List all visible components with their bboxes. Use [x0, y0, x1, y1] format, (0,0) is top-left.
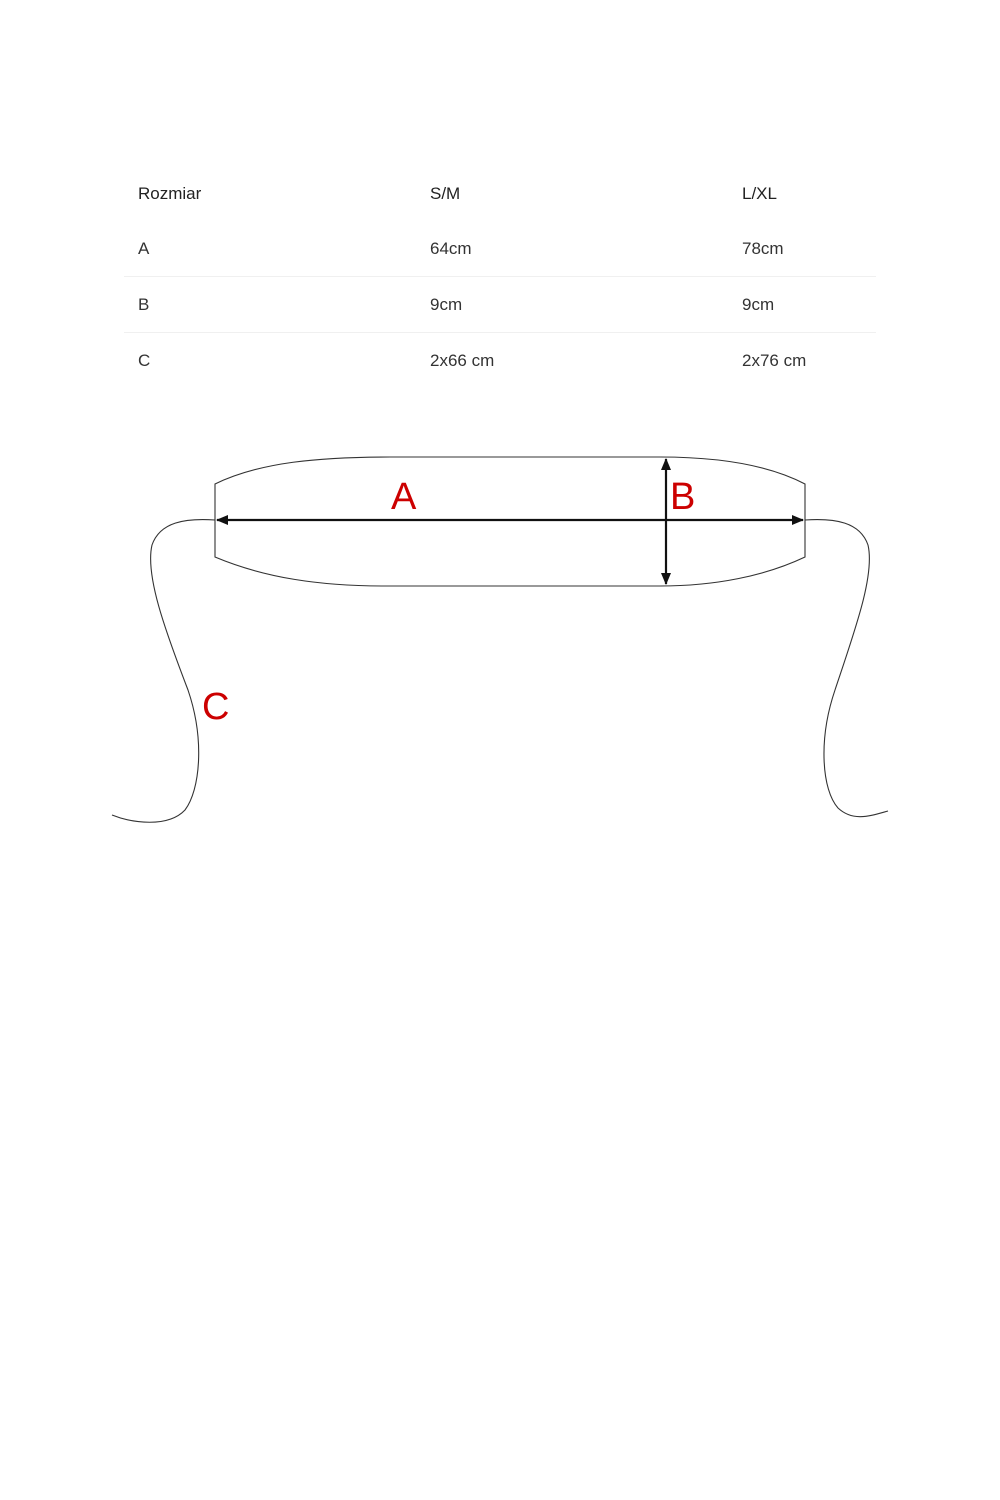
right-tie-string — [805, 520, 888, 817]
row-value-sm: 9cm — [416, 277, 728, 333]
label-a: A — [391, 476, 417, 518]
table-header-row — [124, 166, 876, 221]
row-label: C — [124, 333, 416, 389]
header-sm: S/M — [430, 183, 461, 203]
left-tie-string — [112, 520, 215, 823]
header-lxl: L/XL — [742, 183, 777, 203]
label-c: C — [202, 686, 230, 728]
table-row — [124, 277, 876, 333]
row-label: B — [124, 277, 416, 333]
table-row — [124, 333, 876, 389]
size-table — [124, 166, 876, 388]
row-value-sm: 64cm — [430, 238, 472, 258]
row-label: A — [138, 238, 150, 258]
label-b: B — [670, 476, 696, 518]
headband-outline — [215, 457, 805, 586]
row-value-lxl: 2x76 cm — [728, 333, 876, 389]
row-value-sm: 2x66 cm — [416, 333, 728, 389]
row-value-lxl: 78cm — [742, 238, 784, 258]
header-size: Rozmiar — [138, 183, 202, 203]
table-row — [124, 221, 876, 277]
row-value-lxl: 9cm — [728, 277, 876, 333]
